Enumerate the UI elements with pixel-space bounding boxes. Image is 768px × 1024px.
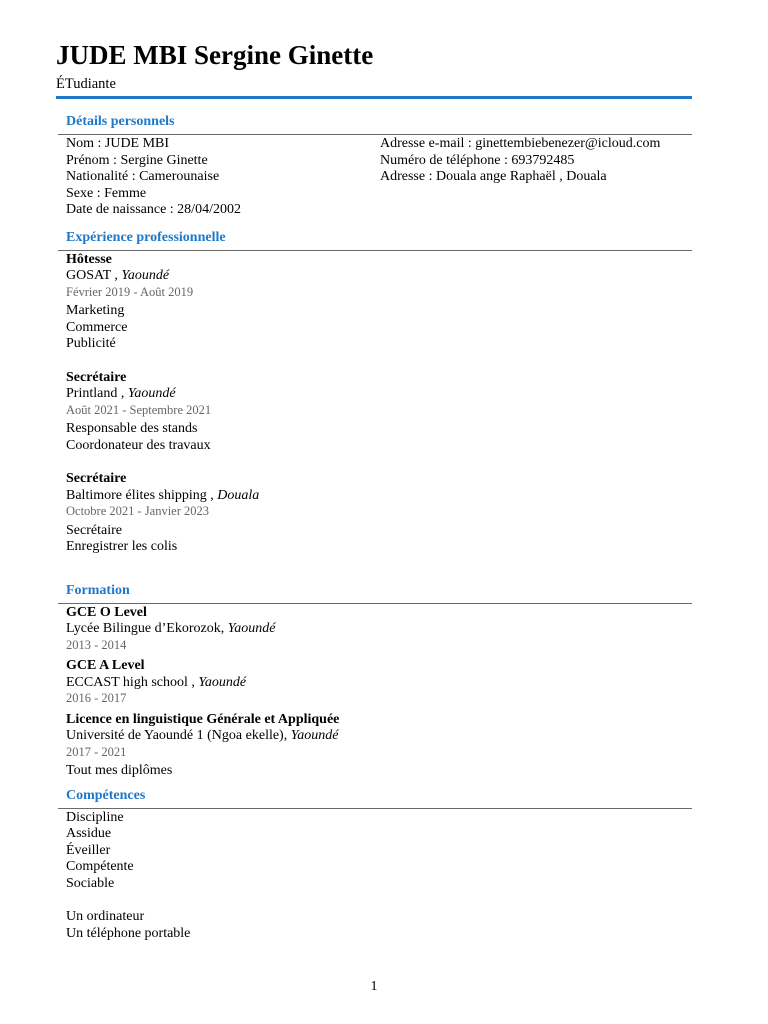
education-school: ECCAST high school , bbox=[66, 674, 199, 690]
section-title: Compétences bbox=[66, 787, 146, 803]
education-note: Tout mes diplômes bbox=[66, 763, 173, 778]
job-city: Douala bbox=[217, 487, 260, 503]
detail-last-name: Nom : JUDE MBI bbox=[66, 136, 170, 151]
education-city: Yaoundé bbox=[227, 621, 276, 636]
education-city: Yaoundé bbox=[198, 674, 247, 690]
education-entry bbox=[66, 605, 692, 654]
page-number: 1 bbox=[370, 979, 378, 994]
candidate-role: ÉTudiante bbox=[56, 76, 116, 92]
education-degree: GCE O Level bbox=[66, 604, 147, 620]
job-company-line bbox=[66, 488, 692, 505]
detail-email: Adresse e-mail : ginettembiebenezer@icloud.com bbox=[380, 136, 661, 151]
detail-address: Adresse : Douala ange Raphaël , Douala bbox=[380, 169, 607, 184]
education-degree: Licence en linguistique Générale et Appliquée bbox=[66, 711, 340, 727]
job-entry bbox=[66, 252, 692, 353]
job-company-line bbox=[66, 386, 692, 403]
job-entry bbox=[66, 471, 692, 556]
header-divider bbox=[56, 96, 692, 99]
education-entry bbox=[66, 658, 692, 707]
job-task: Commerce bbox=[66, 319, 128, 335]
education-school: Lycée Bilingue d’Ekorozok, bbox=[66, 621, 228, 636]
education-school: Université de Yaoundé 1 (Ngoa ekelle), bbox=[66, 728, 291, 743]
detail-sex: Sexe : Femme bbox=[66, 185, 147, 201]
job-dates: Octobre 2021 - Janvier 2023 bbox=[66, 504, 210, 518]
education-degree: GCE A Level bbox=[66, 658, 145, 673]
job-task: Marketing bbox=[66, 303, 125, 318]
section-divider bbox=[58, 250, 692, 251]
education-entry bbox=[66, 712, 692, 761]
job-task: Publicité bbox=[66, 336, 116, 351]
job-position: Hôtesse bbox=[66, 251, 112, 267]
section-skills bbox=[66, 787, 692, 943]
detail-birth-date: Date de naissance : 28/04/2002 bbox=[66, 202, 241, 217]
job-task: Responsable des stands bbox=[66, 421, 198, 436]
job-city: Yaoundé bbox=[127, 386, 176, 401]
job-company: Baltimore élites shipping , bbox=[66, 487, 218, 503]
detail-phone: Numéro de téléphone : 693792485 bbox=[380, 152, 575, 168]
skill-item: Compétente bbox=[66, 859, 134, 874]
job-company-line bbox=[66, 268, 692, 285]
education-dates: 2016 - 2017 bbox=[66, 691, 127, 705]
education-school-line bbox=[66, 621, 692, 638]
skill-item: Discipline bbox=[66, 809, 124, 825]
section-personal-details bbox=[66, 113, 692, 219]
skill-item: Sociable bbox=[66, 875, 115, 891]
job-dates: Août 2021 - Septembre 2021 bbox=[66, 402, 212, 417]
candidate-name: JUDE MBI Sergine Ginette bbox=[56, 40, 374, 70]
job-entry bbox=[66, 370, 692, 455]
section-divider bbox=[58, 808, 692, 809]
job-task: Coordonateur des travaux bbox=[66, 437, 211, 453]
equipment-item: Un téléphone portable bbox=[66, 925, 191, 941]
section-title: Formation bbox=[66, 582, 130, 598]
job-city: Yaoundé bbox=[121, 268, 170, 283]
personal-details-right bbox=[380, 136, 692, 219]
section-divider bbox=[58, 603, 692, 604]
section-title: Expérience professionnelle bbox=[66, 229, 226, 245]
section-title: Détails personnels bbox=[66, 114, 175, 129]
personal-details-left bbox=[66, 136, 380, 219]
education-city: Yaoundé bbox=[290, 728, 339, 743]
detail-first-name: Prénom : Sergine Ginette bbox=[66, 152, 208, 168]
job-task: Secrétaire bbox=[66, 522, 122, 538]
education-dates: 2017 - 2021 bbox=[66, 744, 127, 759]
skill-item: Éveiller bbox=[66, 842, 111, 858]
personal-details-columns bbox=[66, 136, 692, 219]
job-task: Enregistrer les colis bbox=[66, 539, 178, 554]
equipment-item: Un ordinateur bbox=[66, 909, 145, 924]
job-company: GOSAT , bbox=[66, 268, 122, 283]
job-position: Secrétaire bbox=[66, 471, 127, 486]
skill-item: Assidue bbox=[66, 826, 112, 841]
section-education bbox=[66, 582, 692, 780]
job-company: Printland , bbox=[66, 386, 128, 401]
job-position: Secrétaire bbox=[66, 369, 127, 385]
resume-content bbox=[66, 113, 692, 942]
education-school-line bbox=[66, 675, 692, 692]
section-experience bbox=[66, 229, 692, 556]
education-school-line bbox=[66, 728, 692, 745]
education-dates: 2013 - 2014 bbox=[66, 637, 127, 652]
section-divider bbox=[58, 134, 692, 135]
detail-nationality: Nationalité : Camerounaise bbox=[66, 169, 220, 184]
job-dates: Février 2019 - Août 2019 bbox=[66, 284, 194, 299]
